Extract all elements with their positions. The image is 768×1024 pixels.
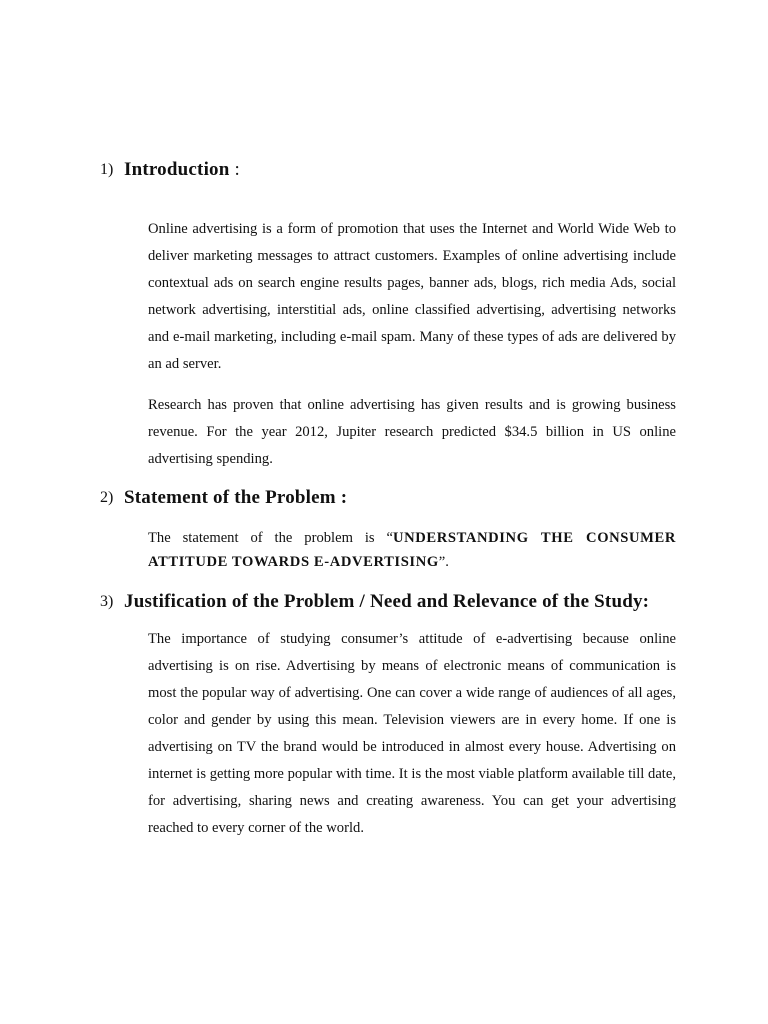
section-number: 2)	[100, 489, 114, 506]
section-justification	[0, 590, 768, 842]
section-title: Justification of the Problem / Need and Relevance of the Study:	[124, 591, 650, 612]
paragraph: Research has proven that online advertising has given results and is growing business revenue. For the year 2012, Jupiter research predicted $34.5 billion in US online advertising spending.	[148, 397, 676, 467]
section-title: Statement of the Problem	[124, 487, 336, 508]
section-heading	[100, 590, 678, 614]
heading-colon: :	[234, 159, 240, 180]
section-heading	[100, 158, 678, 182]
section-title: Introduction	[124, 159, 230, 180]
paragraph: Online advertising is a form of promotion that uses the Internet and World Wide Web to deliver marketing messages to attract customers. Examples of online advertising include contextual ads on search engine results pages, banner ads, blogs, rich media Ads, social network advertising, interstitial ads, online classified advertising, advertising networks and e-mail marketing, including e-mail spam. Many of these types of ads are delivered by an ad server.	[148, 221, 676, 372]
section-statement-of-problem	[0, 486, 768, 574]
section-number: 3)	[100, 593, 114, 610]
problem-statement	[148, 526, 676, 574]
section-number: 1)	[100, 161, 114, 178]
section-introduction	[0, 158, 768, 473]
paragraph: The importance of studying consumer’s attitude of e-advertising because online advertising is on rise. Advertising by means of electronic means of communication is most the popular way of advertising. One can cover a wide range of audiences of all ages, color and gender by using this mean. Television viewers are in every home. If one is advertising on TV the brand would be introduced in almost every house. Advertising on internet is getting more popular with time. It is the most viable platform available till date, for advertising, sharing news and creating awareness. You can get your advertising reached to every corner of the world.	[148, 631, 676, 836]
heading-colon: :	[340, 487, 348, 508]
statement-title-caps: UNDERSTANDING THE CONSUMER ATTITUDE TOWARDS E-ADVERTISING	[148, 530, 676, 570]
section-heading	[100, 486, 678, 510]
statement-suffix: ”.	[438, 554, 449, 570]
statement-prefix: The statement of the problem is “	[148, 530, 393, 546]
